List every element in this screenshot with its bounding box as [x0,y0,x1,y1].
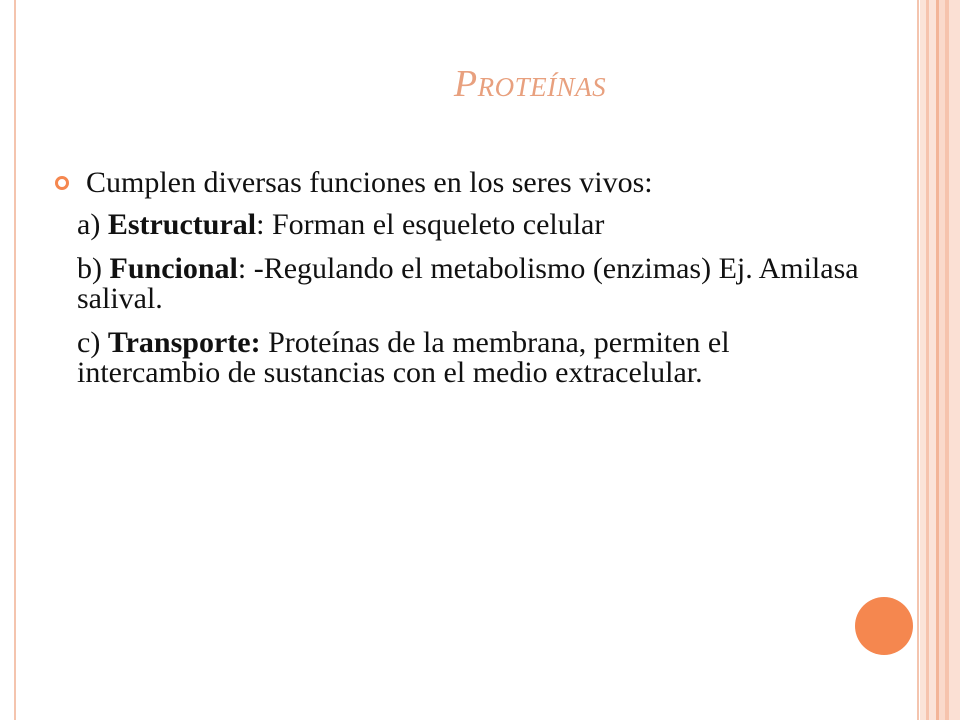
item-separator: : [256,208,272,241]
ring-bullet-icon [54,175,70,191]
list-item-a [54,210,874,240]
item-separator [261,326,269,359]
bullet-text: Cumplen diversas funciones en los seres vivos: [86,166,653,199]
item-separator: : [237,252,254,285]
list-item-c [54,328,874,388]
item-text: Forman el esqueleto celular [271,208,605,241]
item-text: -Regulando el metabolismo (enzimas) Ej. Amilasa salival. [77,252,859,315]
item-term: Estructural [107,208,257,241]
item-prefix: a) [77,208,108,241]
item-text: Proteínas de la membrana, permiten el intercambio de sustancias con el medio extracelular. [77,326,730,389]
slide-title: Proteínas [453,63,607,105]
bullet-item [54,168,874,198]
item-prefix: c) [77,326,108,359]
slide-content [54,168,874,402]
list-item-b [54,254,874,314]
decorative-stripes [920,0,960,720]
item-prefix: b) [77,252,110,285]
orange-circle-icon [855,597,913,655]
item-term: Transporte: [107,326,261,359]
item-term: Funcional [109,252,238,285]
